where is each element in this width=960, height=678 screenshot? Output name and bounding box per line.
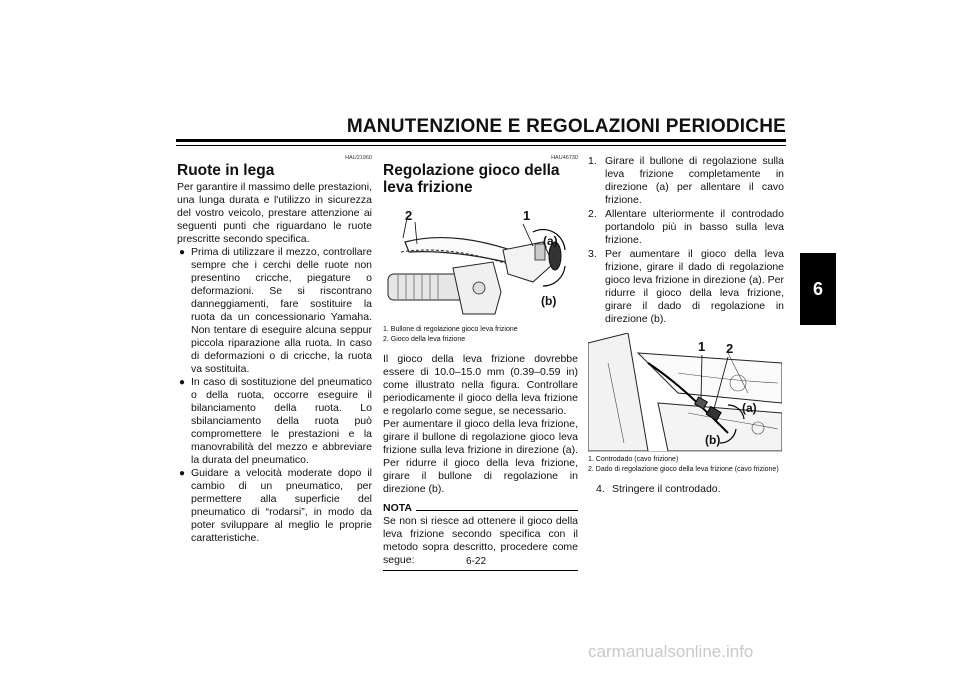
nota-text: Se non si riesce ad ottenere il gioco della leva frizione secondo specifica con il metodo sopra descritto, procedere come segue: [383, 515, 578, 566]
figure-caption [588, 455, 784, 475]
bullet-item [177, 467, 372, 545]
caption-line: 1. Controdado (cavo frizione) [588, 456, 679, 463]
header-rule-thick [176, 139, 786, 142]
locknut-figure [588, 333, 782, 452]
locknut-illustration [588, 333, 782, 451]
bullet-text: Prima di utilizzare il mezzo, controllare sempre che i cerchi delle ruote non presentino cricche, piegature o deformazioni. Se si riscontrano danneggiamenti, fare sostituire la ruota da un concessionario Yamaha. Non tentare di eseguire alcuna seppur piccola riparazione alla ruota. In caso di deformazioni o di cricche, la ruota va sostituita. [191, 246, 372, 375]
intro-paragraph: Per garantire il massimo delle prestazioni, una lunga durata e l'utilizzo in sicurezza del vostro veicolo, prestare attenzione ai seguenti punti che riguardano le ruote prescritte secondo specifica. [177, 181, 372, 245]
figure-label-2: 2 [405, 208, 413, 223]
step-text: Allentare ulteriormente il controdado portandolo più in basso sulla leva frizione. [605, 208, 784, 246]
nota-rule [416, 510, 578, 511]
step-text: Per aumentare il gioco della leva frizione, girare il dado di regolazione gioco leva frizione in direzione (a). Per ridurre il gioco della leva frizione, girare il dado di regolazione in direzione (b). [605, 248, 784, 325]
steps-list [588, 155, 784, 326]
step-number: 4. [596, 483, 605, 495]
right-column [588, 155, 784, 497]
left-column [177, 155, 372, 545]
step-number: 3. [588, 248, 597, 260]
chapter-tab[interactable]: 6 [800, 253, 836, 325]
header-rule-thin [176, 145, 786, 146]
section-code: HAU21960 [345, 155, 372, 161]
section-heading: Regolazione gioco della leva frizione [383, 162, 560, 196]
paragraph: Il gioco della leva frizione dovrebbe essere di 10.0–15.0 mm (0.39–0.59 in) come illustrato nella figura. Controllare periodicamente il gioco della leva frizione e regolarlo come segue, se necessario. [383, 353, 578, 417]
bullet-icon: ● [179, 468, 186, 479]
figure-label-a: (a) [742, 401, 757, 415]
page-title: MANUTENZIONE E REGOLAZIONI PERIODICHE [346, 116, 786, 137]
bullet-icon: ● [179, 377, 186, 388]
section-code: HAU46730 [551, 155, 578, 161]
step-text: Stringere il controdado. [612, 483, 721, 495]
step-item [588, 483, 784, 496]
bullet-text: Guidare a velocità moderate dopo il cambio di un pneumatico, per permettere alla superficie del pneumatico di “rodarsi”, in modo da poter sviluppare al meglio le proprie caratteristiche. [191, 467, 372, 544]
nota-header [383, 502, 578, 514]
figure-label-a: (a) [543, 234, 558, 248]
clutch-lever-figure [383, 202, 578, 322]
nota-label: NOTA [383, 502, 412, 514]
figure-label-1: 1 [698, 339, 706, 354]
watermark: carmanualsonline.info [588, 642, 754, 661]
section-heading: Ruote in lega [177, 162, 275, 179]
page-number: 6-22 [466, 556, 487, 567]
steps-list-continued [588, 483, 784, 496]
figure-label-2: 2 [726, 341, 734, 356]
step-item [588, 155, 784, 207]
step-text: Girare il bullone di regolazione sulla leva frizione completamente in direzione (a) per allentare il cavo frizione. [605, 155, 784, 206]
middle-column [383, 155, 578, 571]
figure-label-b: (b) [705, 433, 721, 447]
figure-label-b: (b) [541, 294, 557, 308]
caption-line: 2. Gioco della leva frizione [383, 336, 466, 343]
bullet-item [177, 376, 372, 467]
section-body [383, 353, 578, 496]
bullet-item [177, 246, 372, 376]
step-number: 1. [588, 155, 597, 167]
caption-line: 1. Bullone di regolazione gioco leva frizione [383, 326, 518, 333]
section-body [177, 181, 372, 545]
step-number: 2. [588, 208, 597, 220]
nota-bottom-rule [383, 570, 578, 571]
figure-caption [383, 325, 578, 345]
paragraph: Per aumentare il gioco della leva frizione, girare il bullone di regolazione gioco leva frizione sulla leva frizione in direzione (a). Per ridurre il gioco della leva frizione, girare il bullone di regolazione in direzione (b). [383, 418, 578, 495]
bullet-icon: ● [179, 247, 186, 258]
step-item [588, 208, 784, 247]
step-item [588, 248, 784, 326]
figure-label-1: 1 [523, 208, 531, 223]
bullet-text: In caso di sostituzione del pneumatico o della ruota, occorre eseguire il bilanciamento della ruota. Lo sbilanciamento della ruota può compromettere le prestazioni e la manovrabilità del mezzo e abbreviare la durata del pneumatico. [191, 376, 372, 466]
caption-line: 2. Dado di regolazione gioco della leva frizione (cavo frizione) [588, 466, 779, 473]
